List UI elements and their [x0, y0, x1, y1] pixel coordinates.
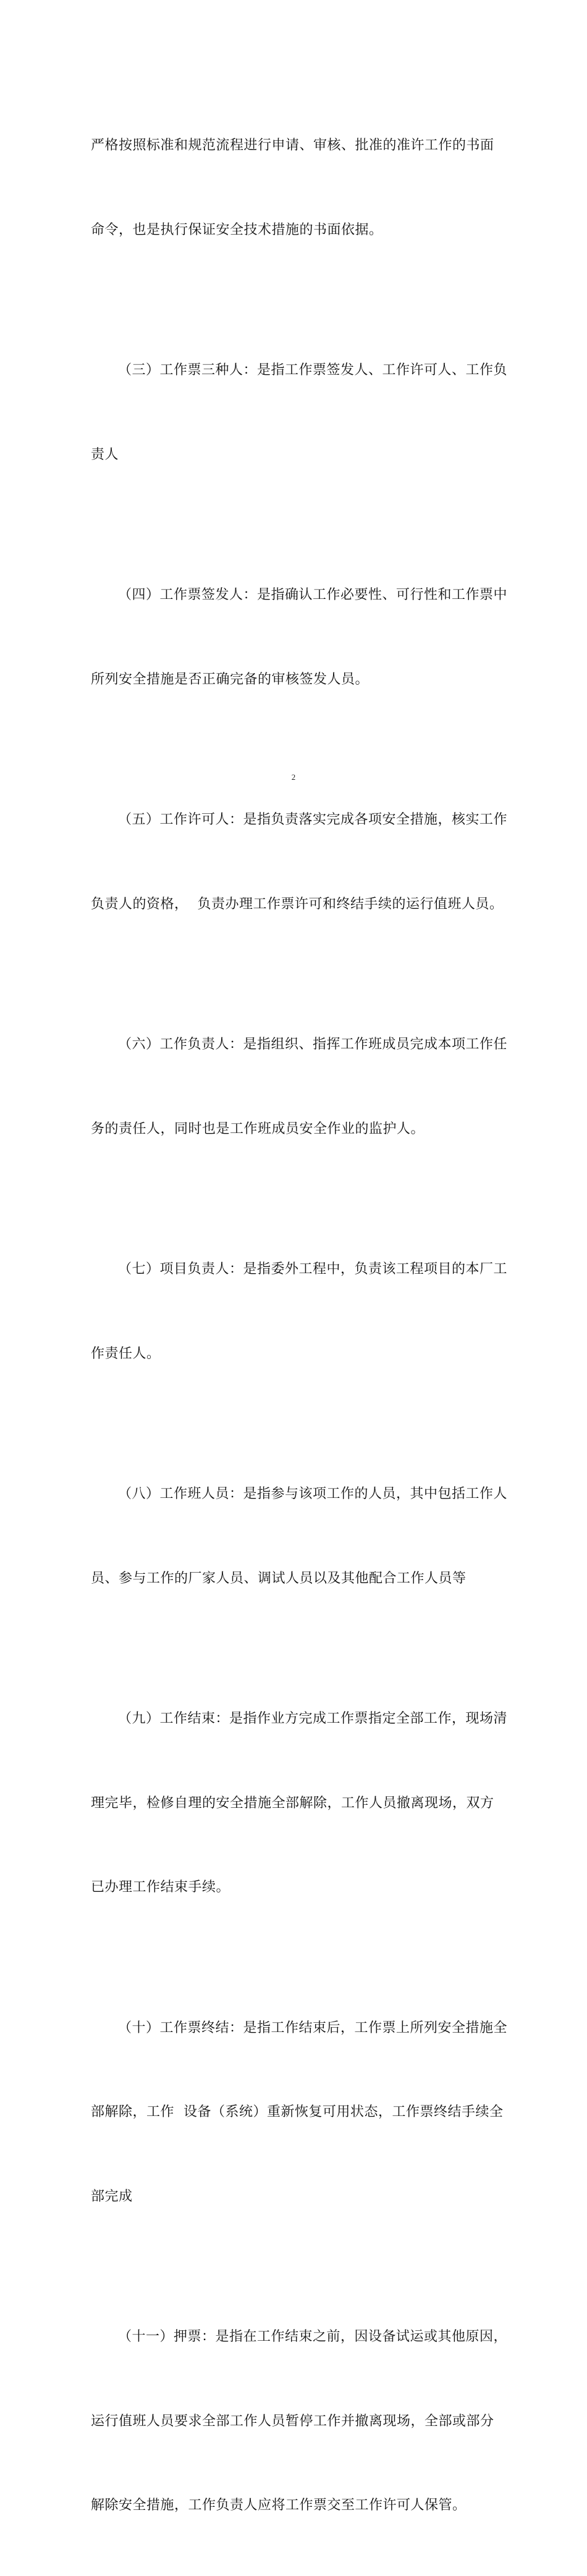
text-line: （八）工作班人员：是指参与该项工作的人员，其中包括工作人	[118, 1486, 508, 1502]
text-line: （五）工作许可人：是指负责落实完成各项安全措施，核实工作	[118, 812, 508, 827]
paragraph-ticket-hold	[91, 2267, 508, 2576]
paragraph-work-leader	[91, 974, 508, 1199]
paragraph-work-team	[91, 1424, 508, 1649]
document-body	[91, 75, 508, 2576]
text-line: 严格按照标准和规范流程进行申请、审核、批准的准许工作的书面	[91, 138, 494, 153]
text-line: 负责人的资格， 负责办理工作票许可和终结手续的运行值班人员。	[91, 896, 504, 912]
text-line: （四）工作票签发人：是指确认工作必要性、可行性和工作票中	[118, 587, 508, 603]
text-line: （九）工作结束：是指作业方完成工作票指定全部工作，现场清	[118, 1711, 508, 1726]
paragraph-continuation	[91, 75, 502, 300]
page-number: 2	[291, 772, 296, 782]
text-line: 部完成	[91, 2188, 133, 2204]
text-line: 所列安全措施是否正确完备的审核签发人员。	[91, 671, 370, 687]
text-line: 解除安全措施，工作负责人应将工作票交至工作许可人保管。	[91, 2498, 467, 2513]
paragraph-work-permitter	[91, 750, 508, 974]
text-line: 理完毕，检修自理的安全措施全部解除，工作人员撤离现场，双方	[91, 1795, 494, 1811]
text-line: （七）项目负责人：是指委外工程中，负责该工程项目的本厂工	[118, 1261, 508, 1277]
paragraph-work-completion	[91, 1649, 508, 1958]
paragraph-three-types-of-persons	[91, 300, 508, 525]
text-line: 运行值班人员要求全部工作人员暂停工作并撤离现场，全部或部分	[91, 2413, 494, 2429]
paragraph-project-leader	[91, 1199, 508, 1424]
text-line: 责人	[91, 446, 119, 462]
text-line: （十）工作票终结：是指工作结束后，工作票上所列安全措施全	[118, 2020, 508, 2036]
text-line: 务的责任人，同时也是工作班成员安全作业的监护人。	[91, 1121, 425, 1137]
paragraph-ticket-issuer	[91, 525, 508, 750]
text-line: 已办理工作结束手续。	[91, 1880, 230, 1895]
text-line: 命令，也是执行保证安全技术措施的书面依据。	[91, 222, 383, 238]
text-line: 员、参与工作的厂家人员、调试人员以及其他配合工作人员等	[91, 1570, 467, 1586]
text-line: 部解除，工作 设备（系统）重新恢复可用状态，工作票终结手续全	[91, 2104, 504, 2120]
text-line: （六）工作负责人：是指组织、指挥工作班成员完成本项工作任	[118, 1037, 508, 1052]
text-line: （三）工作票三种人：是指工作票签发人、工作许可人、工作负	[118, 362, 508, 378]
text-line: （十一）押票：是指在工作结束之前，因设备试运或其他原因，	[118, 2329, 508, 2344]
paragraph-ticket-termination	[91, 1958, 508, 2267]
text-line: 作责任人。	[91, 1345, 161, 1361]
